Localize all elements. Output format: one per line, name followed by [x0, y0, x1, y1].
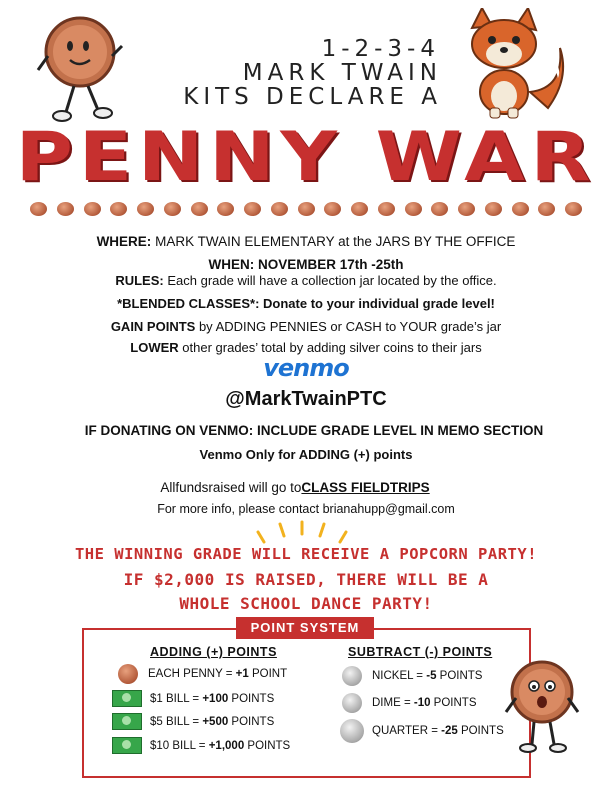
- rules-label: RULES:: [115, 273, 164, 288]
- subtract-value: -5: [426, 670, 437, 682]
- nickel-icon: [342, 666, 362, 686]
- fox-mascot-icon: [452, 8, 572, 120]
- gain-value: by ADDING PENNIES or CASH to YOUR grade’s jar: [198, 319, 502, 334]
- where-line: [0, 234, 612, 249]
- subtract-row-quarter: [340, 719, 504, 743]
- penny-icon: [164, 202, 181, 216]
- venmo-adding-only: Venmo Only for ADDING (+) points: [199, 447, 413, 462]
- penny-icon: [378, 202, 395, 216]
- penny-icon: [244, 202, 261, 216]
- penny-icon: [217, 202, 234, 216]
- penny-mascot-left-icon: [36, 8, 126, 128]
- declare-heading: KITS DECLARE A: [183, 84, 442, 110]
- adding-row-5-bill: [112, 713, 274, 730]
- adding-label: EACH PENNY =: [148, 668, 236, 680]
- penny-icon: [565, 202, 582, 216]
- penny-icon: [271, 202, 288, 216]
- school-name-heading: MARK TWAIN: [242, 60, 442, 86]
- funds-line: [0, 480, 612, 495]
- dollar-bill-icon: [112, 690, 142, 707]
- rules-value: Each grade will have a collection jar located by the office.: [167, 273, 497, 288]
- subtract-suffix: POINTS: [436, 670, 483, 682]
- page-title: PENNY WAR: [15, 118, 597, 197]
- penny-row: [30, 202, 582, 216]
- penny-icon: [298, 202, 315, 216]
- penny-icon: [110, 202, 127, 216]
- gain-line: [0, 319, 612, 334]
- when-line: WHEN: NOVEMBER 17th -25th: [208, 257, 404, 272]
- gain-label: GAIN POINTS: [110, 319, 196, 334]
- adding-row-10-bill: [112, 737, 290, 754]
- adding-suffix: POINTS: [228, 692, 275, 705]
- subtract-suffix: POINTS: [430, 697, 477, 709]
- quarter-icon: [340, 719, 364, 743]
- penny-icon: [431, 202, 448, 216]
- venmo-logo: venmo: [263, 354, 349, 382]
- blended-line: *BLENDED CLASSES*: Donate to your individual grade level!: [117, 296, 495, 311]
- penny-icon: [57, 202, 74, 216]
- penny-icon: [84, 202, 101, 216]
- adding-label: $10 BILL =: [150, 739, 209, 752]
- lower-line: [0, 340, 612, 355]
- penny-icon: [458, 202, 475, 216]
- adding-label: $1 BILL =: [150, 692, 203, 705]
- penny-icon: [30, 202, 47, 216]
- penny-icon: [351, 202, 368, 216]
- subtract-row-nickel: [342, 666, 482, 686]
- subtract-suffix: POINTS: [457, 725, 504, 737]
- lower-label: LOWER: [130, 340, 179, 355]
- penny-icon: [405, 202, 422, 216]
- subtract-value: -10: [413, 697, 431, 709]
- rules-line: [0, 273, 612, 288]
- point-system-title: POINT SYSTEM: [236, 617, 374, 639]
- dollar-bill-icon: [112, 737, 142, 754]
- contact-line: For more info, please contact brianahupp@gmail.com: [157, 502, 455, 516]
- prize-line-1: THE WINNING GRADE WILL RECEIVE A POPCORN PARTY!: [74, 545, 538, 563]
- penny-icon: [538, 202, 555, 216]
- subtract-label: NICKEL =: [372, 670, 427, 682]
- adding-suffix: POINTS: [244, 739, 291, 752]
- penny-mascot-right-icon: [500, 656, 584, 756]
- subtract-label: QUARTER =: [372, 725, 442, 737]
- adding-value: +100: [202, 692, 229, 705]
- dime-icon: [342, 693, 362, 713]
- venmo-handle: @MarkTwainPTC: [225, 388, 387, 410]
- adding-label: $5 BILL =: [150, 715, 203, 728]
- penny-icon: [137, 202, 154, 216]
- penny-icon: [324, 202, 341, 216]
- prize-line-2: IF $2,000 IS RAISED, THERE WILL BE A: [123, 570, 489, 589]
- sparkle-icon: [252, 520, 352, 548]
- adding-points-heading: ADDING (+) POINTS: [150, 645, 277, 659]
- subtract-label: DIME =: [372, 697, 414, 709]
- venmo-memo-note: IF DONATING ON VENMO: INCLUDE GRADE LEVEL IN MEMO SECTION: [84, 423, 544, 438]
- penny-icon: [485, 202, 502, 216]
- subtract-row-dime: [342, 693, 477, 713]
- funds-prefix: Allfundsraised will go to: [160, 480, 302, 495]
- subtract-points-heading: SUBTRACT (-) POINTS: [348, 645, 493, 659]
- lower-value: other grades’ total by adding silver coins to their jars: [182, 340, 482, 355]
- subtract-value: -25: [441, 725, 458, 737]
- funds-target: CLASS FIELDTRIPS: [301, 480, 430, 495]
- grade-levels-heading: 1-2-3-4: [321, 36, 440, 62]
- adding-row-penny: [118, 664, 287, 684]
- adding-value: +1,000: [208, 739, 245, 752]
- adding-value: +500: [202, 715, 229, 728]
- adding-row-1-bill: [112, 690, 274, 707]
- where-value: MARK TWAIN ELEMENTARY at the JARS BY THE OFFICE: [155, 234, 516, 249]
- penny-icon: [118, 664, 138, 684]
- penny-icon: [191, 202, 208, 216]
- dollar-bill-icon: [112, 713, 142, 730]
- prize-line-3: WHOLE SCHOOL DANCE PARTY!: [179, 594, 433, 613]
- where-label: WHERE:: [96, 234, 152, 249]
- adding-suffix: POINT: [248, 668, 288, 680]
- adding-suffix: POINTS: [228, 715, 275, 728]
- adding-value: +1: [235, 668, 249, 680]
- penny-icon: [512, 202, 529, 216]
